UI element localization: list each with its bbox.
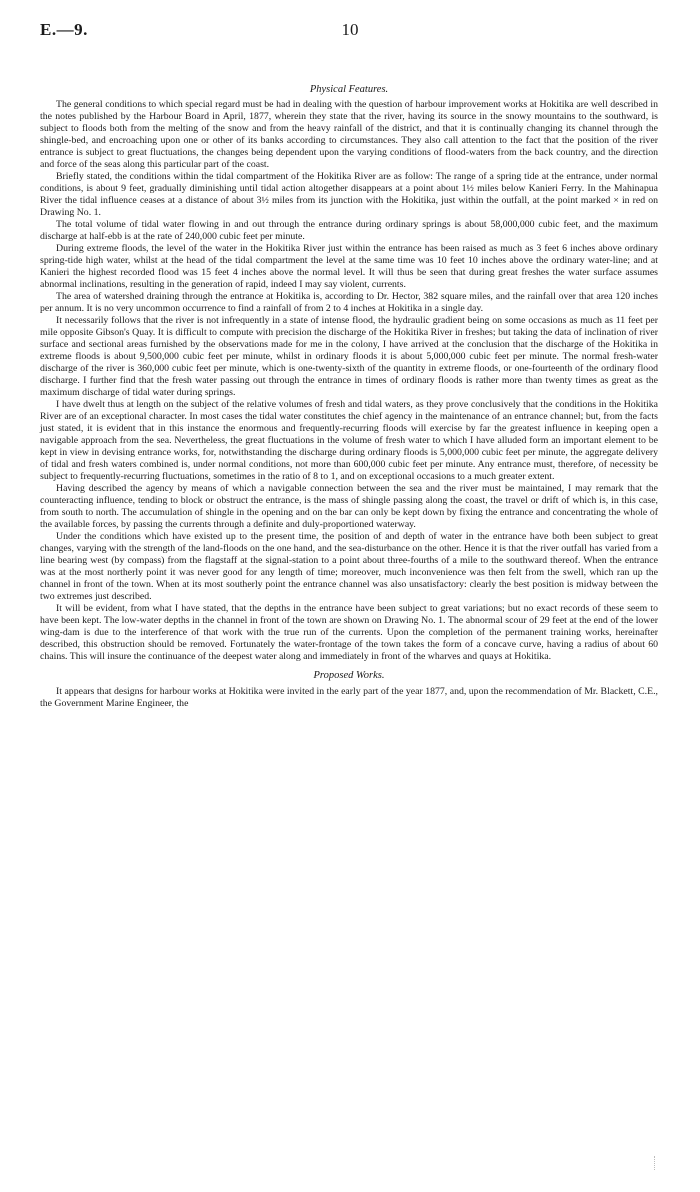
paragraph: During extreme floods, the level of the water in the Hokitika River just within the entrance has been raised as much as 3 feet 6 inches above ordinary spring-tide high water, whilst at the head of the tidal compartment the level at the same time was 10 feet 10 inches above the ordinary water-line; and at Kanieri the highest recorded flood was 15 feet 4 inches above the normal level. It will thus be seen that during great freshes the water surface assumes abnormal inclinations, resulting in the generation of rapid, indeed I may say violent, currents.: [40, 243, 658, 290]
paragraph: It necessarily follows that the river is not infrequently in a state of intense flood, the hydraulic gradient being on some occasions as much as 11 feet per mile opposite Gibson's Quay. It is difficult to compute with precision the discharge of the Hokitika River in freshes; but taking the data of inclination of river surface and sectional areas furnished by the observations made for me in the colony, I have arrived at the conclusion that the discharge of the Hokitika in extreme floods is about 9,500,000 cubic feet per minute, whilst in ordinary floods it is about 5,000,000 cubic feet per minute. The normal fresh-water discharge of the river is 360,000 cubic feet per minute, which is one-twenty-sixth of the quantity in extreme floods, or one-fourteenth of the ordinary flood discharge. I further find that the fresh water passing out through the entrance in times of ordinary floods is rather more than twenty times as great as the maximum discharge of tidal water during springs.: [40, 315, 658, 398]
page-header: [40, 20, 660, 44]
paragraph: The total volume of tidal water flowing in and out through the entrance during ordinary springs is about 58,000,000 cubic feet, and the maximum discharge at half-ebb is at the rate of 240,000 cubic feet per minute.: [40, 219, 658, 242]
paragraph: The general conditions to which special regard must be had in dealing with the question of harbour improvement works at Hokitika are well described in the notes published by the Harbour Board in April, 1877, wherein they state that the river, having its source in the snowy mountains to the southward, is subject to floods both from the melting of the snow and from the heavy rainfall of the district, and that it is continually changing its channel through the shingle-bed, and encroaching upon one or other of its banks according to circumstances. They also call attention to the fact that the position of the river entrance is subject to great fluctuations, the changes being dependent upon the varying conditions of flood-waters from the back country, and the direction and force of the seas along this particular part of the coast.: [40, 99, 658, 170]
document-reference: E.—9.: [40, 20, 88, 39]
paragraph: Under the conditions which have existed up to the present time, the position of and depth of water in the entrance have both been subject to great changes, varying with the strength of the land-floods on the one hand, and the sea-disturbance on the other. Hence it is that the river outfall has varied from a line bearing west (by compass) from the flagstaff at the signal-station to a point about three-fourths of a mile to the southward thereof. When the entrance was at the most northerly point it was never good for any length of time; moreover, much inconvenience was then felt from the swell, which ran up the channel in front of the town. When at its most southerly point the entrance channel was also unsatisfactory: clearly the best position is midway between the two extremes just described.: [40, 531, 658, 602]
paragraph: Briefly stated, the conditions within the tidal compartment of the Hokitika River are as follow: The range of a spring tide at the entrance, under normal conditions, is about 9 feet, gradually diminishing until tidal action altogether disappears at a point about 1½ miles below Kanieri Ferry. In the Mahinapua River the tidal influence ceases at a distance of about 3½ miles from its junction with the Hokitika, just within the outfall, at the point marked × in red on Drawing No. 1.: [40, 171, 658, 218]
paragraph: It appears that designs for harbour works at Hokitika were invited in the early part of the year 1877, and, upon the recommendation of Mr. Blackett, C.E., the Government Marine Engineer, the: [40, 686, 658, 709]
paragraph: Having described the agency by means of which a navigable connection between the sea and the river must be maintained, I may remark that the counteracting influence, tending to block or obstruct the entrance, is the mass of shingle passing along the coast, the travel or drift of which is, in this case, from south to north. The accumulation of shingle in the opening and on the bar can only be kept down by fixing the entrance and concentrating the whole of the available forces, by passing the currents through a definite and duly-proportioned waterway.: [40, 483, 658, 530]
paragraph: The area of watershed draining through the entrance at Hokitika is, according to Dr. Hector, 382 square miles, and the rainfall over that area 120 inches per annum. It is no very uncommon occurrence to find a rainfall of from 2 to 4 inches at Hokitika in a single day.: [40, 291, 658, 314]
paragraph: I have dwelt thus at length on the subject of the relative volumes of fresh and tidal waters, as they prove conclusively that the conditions in the Hokitika River are of an exceptional character. In most cases the tidal water constitutes the chief agency in the maintenance of an entrance channel; but, from the facts just stated, it is evident that in this instance the enormous and frequently-recurring floods will exercise by far the greatest influence in keeping open a navigable approach from the sea. Nevertheless, the great fluctuations in the volume of fresh water to which I have alluded form an important element to be kept in view in devising entrance works, for, notwithstanding the discharge during ordinary floods is 5,000,000 cubic feet per minute, the aggregate delivery of tidal and fresh waters combined is, under normal conditions, not more than 600,000 cubic feet per minute. Any entrance must, therefore, of necessity be subject to frequently-recurring fluctuations, sometimes in the ratio of 8 to 1, and on exceptional occasions to a much greater extent.: [40, 399, 658, 482]
page-number: 10: [341, 20, 359, 39]
paragraph: It will be evident, from what I have stated, that the depths in the entrance have been subject to great variations; but no exact records of these seem to have been kept. The low-water depths in the channel in front of the town are shown on Drawing No. 1. The abnormal scour of 29 feet at the end of the lower wing-dam is due to the interference of that work with the true run of the currents. Upon the completion of the permanent training works, hereinafter described, this obstruction should be removed. Fortunately the water-frontage of the town takes the form of a concave curve, having a radius of about 60 chains. This will insure the continuance of the deepest water along and immediately in front of the wharves and quays at Hokitika.: [40, 603, 658, 662]
section-heading-physical-features: Physical Features.: [309, 84, 389, 95]
margin-mark: [654, 1156, 656, 1170]
section-heading-proposed-works: Proposed Works.: [313, 670, 385, 681]
document-body: [40, 84, 658, 710]
